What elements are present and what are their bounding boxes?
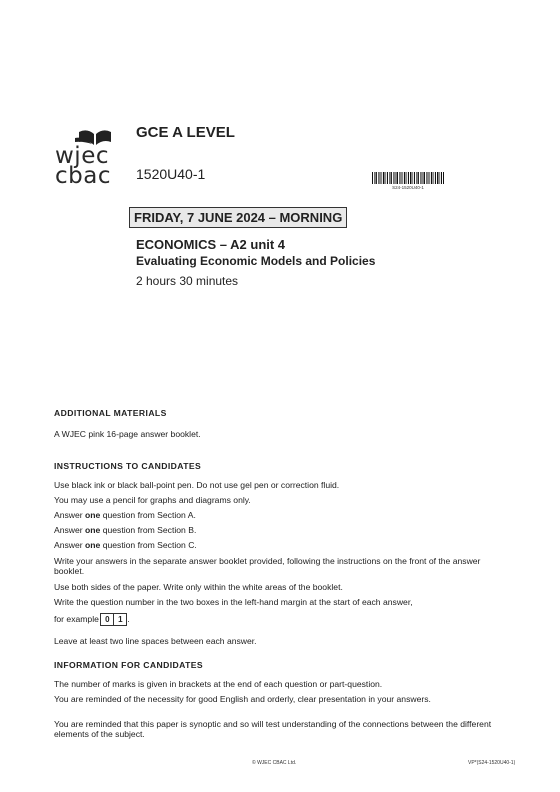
exam-date: FRIDAY, 7 JUNE 2024 – MORNING (129, 207, 347, 228)
information-line: You are reminded of the necessity for good English and orderly, clear presentation in your answers. (54, 694, 431, 704)
logo-text-wjec: wjec (55, 143, 109, 169)
unit-title: Evaluating Economic Models and Policies (136, 254, 376, 268)
information-heading: INFORMATION FOR CANDIDATES (54, 660, 204, 670)
information-line: You are reminded that this paper is synoptic and so will test understanding of the connections between the different elements of the subject. (54, 719, 492, 739)
barcode-number: S24-1520U40-1 (392, 185, 424, 190)
additional-materials-text: A WJEC pink 16-page answer booklet. (54, 429, 201, 439)
example-box-1: 0 (100, 613, 114, 626)
barcode-icon (372, 172, 444, 184)
paper-code: 1520U40-1 (136, 166, 206, 182)
instruction-section-a: Answer one question from Section A. (54, 510, 196, 520)
example-box-2: 1 (113, 613, 127, 626)
instruction-section-b: Answer one question from Section B. (54, 525, 197, 535)
instruction-line: Use both sides of the paper. Write only within the white areas of the booklet. (54, 582, 343, 592)
instruction-line: Write the question number in the two boxes in the left-hand margin at the start of each answer, (54, 597, 413, 607)
instruction-line: You may use a pencil for graphs and diagrams only. (54, 495, 251, 505)
additional-materials-heading: ADDITIONAL MATERIALS (54, 408, 167, 418)
instruction-line: Leave at least two line spaces between each answer. (54, 636, 257, 646)
question-number-example: for example 0 1 . (54, 614, 130, 624)
paper-reference: VP*(S24-1520U40-1) (468, 760, 516, 766)
subject-title: ECONOMICS – A2 unit 4 (136, 237, 286, 252)
exam-duration: 2 hours 30 minutes (136, 274, 239, 288)
instruction-line: Write your answers in the separate answer booklet provided, following the instructions on the front of the answer booklet. (54, 556, 481, 576)
instruction-section-c: Answer one question from Section C. (54, 540, 197, 550)
instruction-line: Use black ink or black ball-point pen. Do not use gel pen or correction fluid. (54, 480, 340, 490)
qualification-level: GCE A LEVEL (136, 124, 235, 141)
instructions-heading: INSTRUCTIONS TO CANDIDATES (54, 461, 202, 471)
copyright-notice: © WJEC CBAC Ltd. (252, 760, 297, 766)
logo-text-cbac: cbac (55, 163, 111, 189)
information-line: The number of marks is given in brackets at the end of each question or part-question. (54, 679, 383, 689)
wjec-cbac-logo (55, 128, 117, 189)
